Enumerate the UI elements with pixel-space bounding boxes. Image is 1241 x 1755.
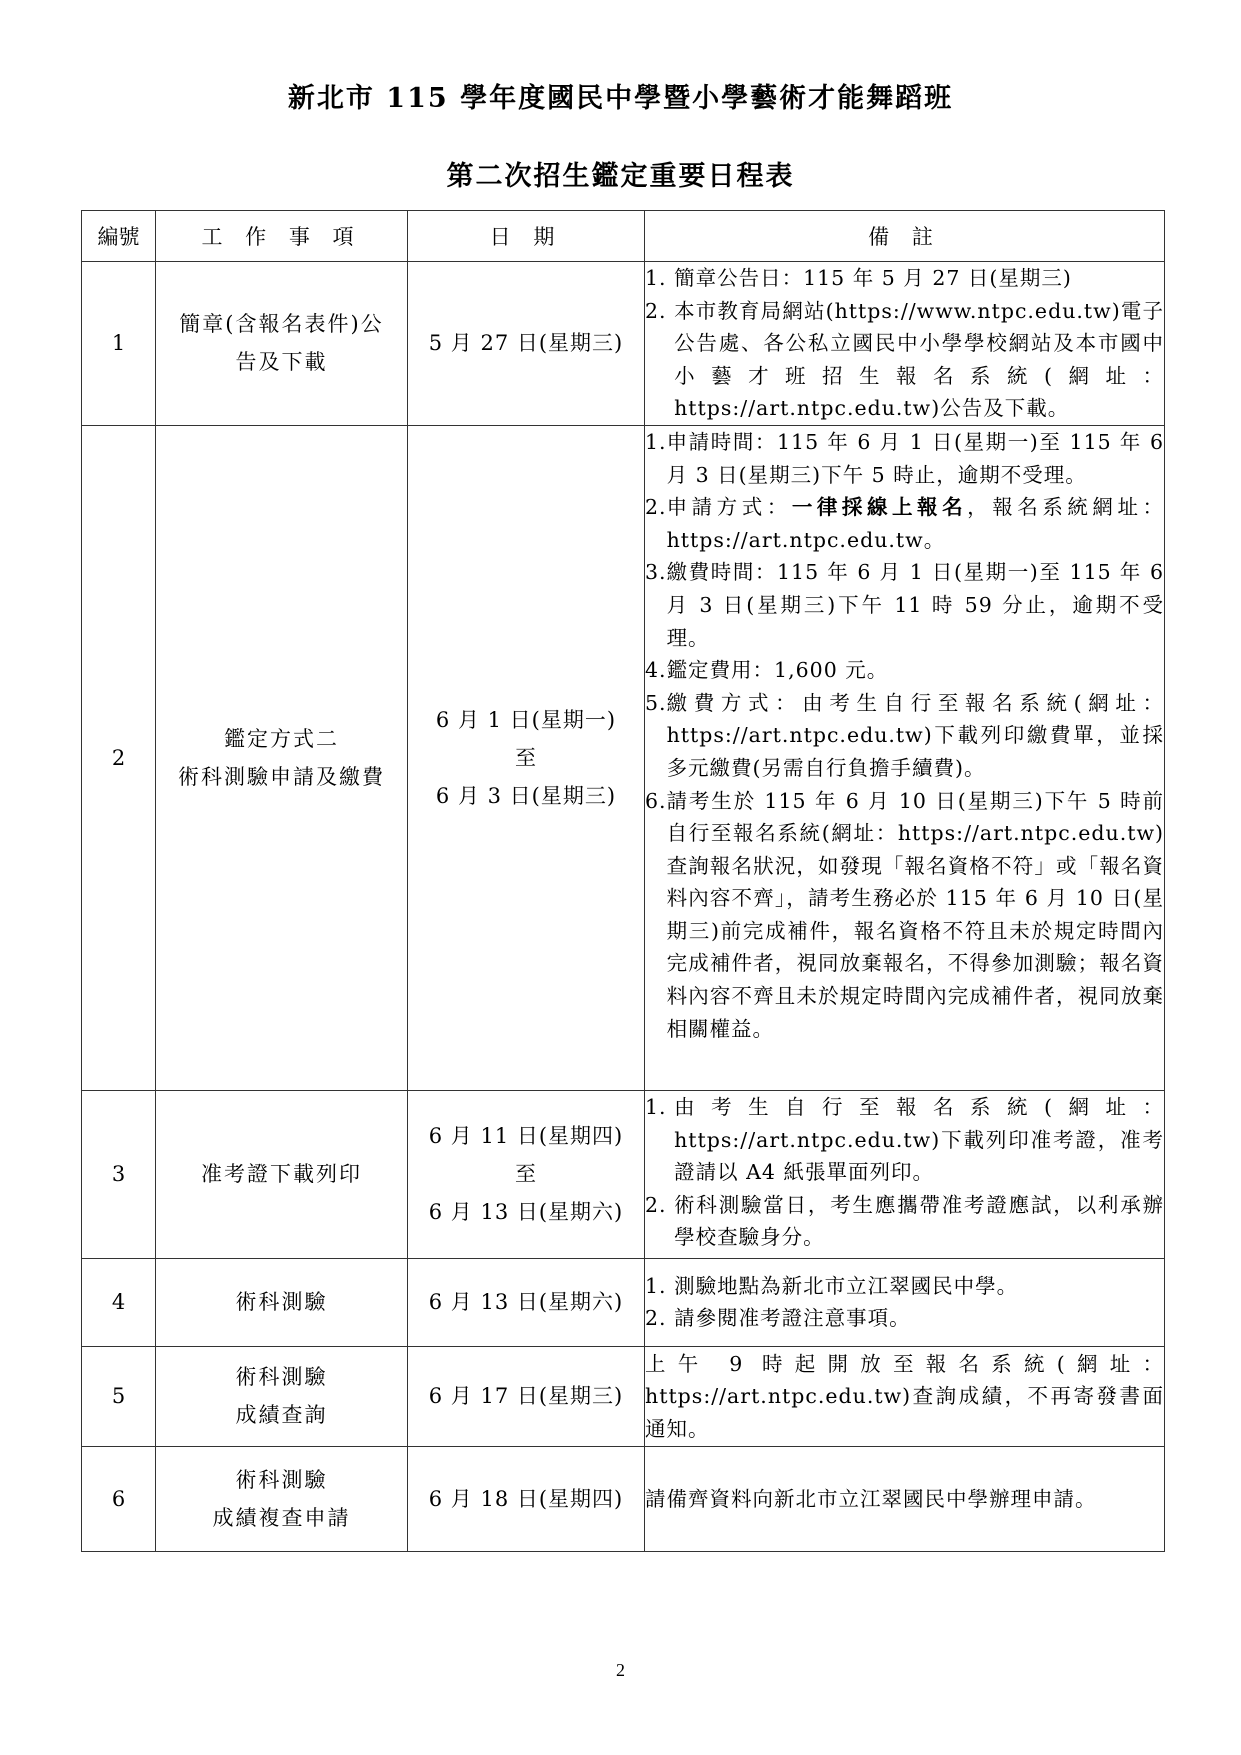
note-text: 上午 9 時起開放至報名系統(網址：https://art.ntpc.edu.tw)查詢成績，不再寄發書面通知。 [645,1351,1164,1441]
page-subtitle: 第二次招生鑑定重要日程表 [446,161,795,192]
note-text: 由考生自行至報名系統(網址：https://art.ntpc.edu.tw)下載列印准考證，准考證請以 A4 紙張單面列印。 [674,1094,1164,1185]
note-item [645,262,1164,295]
cell-task [156,262,408,426]
cell-date [408,425,645,1090]
note-item [645,1348,1164,1446]
note-number: 1. [645,1273,675,1298]
task-line: 術科測驗 [235,1365,328,1390]
note-number: 2. [645,495,667,520]
task-line: 告及下載 [235,350,328,375]
note-number: 2. [645,1306,675,1331]
note-text: 請考生於 115 年 6 月 10 日(星期三)下午 5 時前自行至報名系統(網址：https://art.ntpc.edu.tw)查詢報名狀況，如發現「報名資格不符」或「報名資料內容不齊」，請考生務必於 115 年 6 月 10 日(星期三)前完成補件，報名資格不符且未於規定時間內完成補件者，視同放棄報名，不得參加測驗；報名資料內容不齊且未於規定時間內完成補件者，視同放棄相關權益。 [666,788,1164,1041]
note-text: 鑑定費用：1,600 元。 [666,658,889,683]
note-text: 請備齊資料向新北市立江翠國民中學辦理申請。 [645,1486,1097,1511]
note-number: 1. [645,1094,675,1119]
table-row [82,1446,1165,1551]
note-item [645,491,1164,556]
note-text: 簡章公告日：115 年 5 月 27 日(星期三) [674,266,1072,290]
note-text: 測驗地點為新北市立江翠國民中學。 [674,1273,1019,1298]
table-row [82,1258,1165,1346]
cell-note [645,1258,1165,1346]
cell-task [156,425,408,1090]
note-item [645,1483,1164,1516]
task-line: 術科測驗 [235,1290,328,1315]
table-row [82,262,1165,426]
task-line: 准考證下載列印 [201,1162,362,1187]
date-line: 6 月 1 日(星期一) [435,707,617,732]
cell-task [156,1090,408,1258]
date-line: 6 月 18 日(星期四) [428,1486,624,1511]
task-line: 簡章(含報名表件)公 [179,312,384,337]
cell-no: 3 [82,1090,156,1258]
date-line: 6 月 17 日(星期三) [428,1384,624,1409]
note-item [645,1270,1164,1303]
table-row [82,1346,1165,1446]
note-emphasis: 一律採線上報名 [791,495,968,520]
cell-date [408,1446,645,1551]
note-item [645,654,1164,687]
date-line: 6 月 11 日(星期四) [428,1124,624,1149]
header-task: 工 作 事 項 [156,211,408,262]
task-line: 成績複查申請 [212,1505,351,1530]
date-line: 至 [515,745,537,770]
cell-note [645,425,1165,1090]
task-line: 術科測驗 [235,1467,328,1492]
header-date: 日 期 [408,211,645,262]
note-number: 6. [645,788,667,813]
cell-note [645,1446,1165,1551]
table-header-row [82,211,1165,262]
note-number: 2. [645,298,675,323]
task-line: 成績查詢 [235,1403,328,1428]
cell-note [645,1346,1165,1446]
date-line: 6 月 13 日(星期六) [428,1290,624,1315]
cell-no: 1 [82,262,156,426]
cell-date [408,1090,645,1258]
cell-note [645,1090,1165,1258]
note-text: 術科測驗當日，考生應攜帶准考證應試，以利承辦學校查驗身分。 [674,1192,1164,1250]
note-number: 1. [645,266,675,290]
cell-no: 5 [82,1346,156,1446]
note-text: 申請時間：115 年 6 月 1 日(星期一)至 115 年 6 月 3 日(星期三)下午 5 時止，逾期不受理。 [666,429,1164,487]
note-text: 請參閱准考證注意事項。 [674,1306,911,1331]
cell-task [156,1346,408,1446]
note-text [667,491,1164,556]
note-item [645,556,1164,654]
cell-date [408,1258,645,1346]
cell-note [645,262,1165,426]
header-no: 編號 [82,211,156,262]
note-item [645,687,1164,785]
note-item [645,1091,1164,1189]
cell-no: 2 [82,425,156,1090]
note-text-part: 申請方式： [666,495,792,520]
date-line: 6 月 13 日(星期六) [428,1200,624,1225]
cell-task [156,1258,408,1346]
schedule-table [81,210,1165,1552]
page-title: 新北市 115 學年度國民中學暨小學藝術才能舞蹈班 [287,83,954,114]
table-row [82,1090,1165,1258]
date-line: 6 月 3 日(星期三) [435,783,617,808]
note-text-part: ，報名系統網址：https://art.ntpc.edu.tw。 [666,495,1165,552]
cell-date [408,1346,645,1446]
cell-date [408,262,645,426]
task-line: 術科測驗申請及繳費 [178,764,385,789]
note-item [645,295,1164,425]
note-text: 本市教育局網站(https://www.ntpc.edu.tw)電子公告處、各公私立國民中小學學校網站及本市國中小藝才班招生報名系統(網址：https://art.ntpc.edu.tw)公告及下載。 [674,298,1164,421]
cell-no: 4 [82,1258,156,1346]
cell-no: 6 [82,1446,156,1551]
date-line: 至 [515,1162,537,1187]
note-text: 繳費時間：115 年 6 月 1 日(星期一)至 115 年 6 月 3 日(星期三)下午 11 時 59 分止，逾期不受理。 [666,560,1164,650]
note-item [645,1189,1164,1254]
cell-task [156,1446,408,1551]
note-text: 繳費方式：由考生自行至報名系統(網址：https://art.ntpc.edu.tw)下載列印繳費單，並採多元繳費(另需自行負擔手續費)。 [666,690,1164,780]
note-number: 5. [645,690,667,715]
note-number: 2. [645,1192,675,1217]
page-number: 2 [616,1660,625,1680]
date-line: 5 月 27 日(星期三) [428,331,624,356]
table-row [82,425,1165,1090]
note-item [645,785,1164,1046]
note-number: 1. [645,429,667,454]
note-number: 3. [645,560,667,585]
header-note: 備 註 [645,211,1165,262]
note-item [645,1302,1164,1335]
note-number: 4. [645,658,667,683]
note-item [645,426,1164,491]
task-line: 鑑定方式二 [224,726,339,751]
